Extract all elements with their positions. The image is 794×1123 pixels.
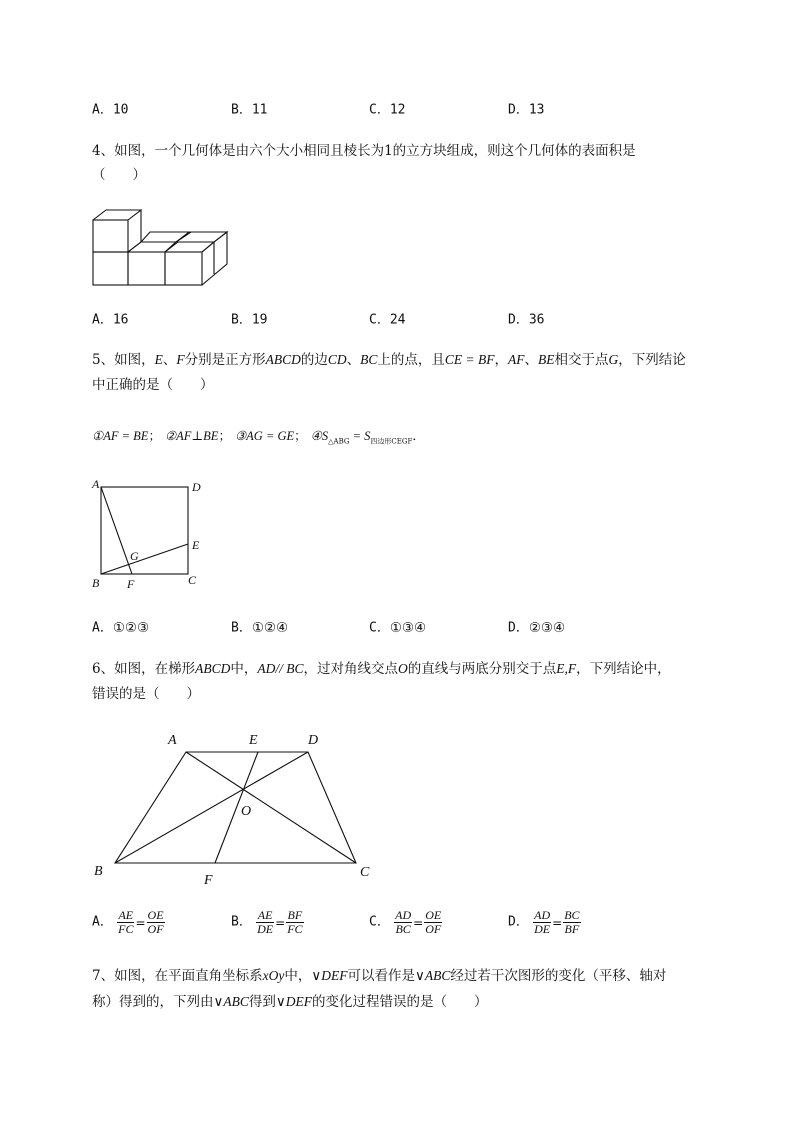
q6-label-f: F — [204, 873, 213, 888]
q4-cube-figure — [90, 208, 230, 290]
q4-bracket: （ ） — [92, 167, 146, 183]
q6-option-a: A． $\frac{AE}{FC}$ = $\frac{OE}{OF}$ — [92, 908, 164, 936]
q5-statements: ①AF = BE； ②AF⊥BE； ③AG = GE； $④S_{\triangle ABG} = S_{四边形CEGF}$． — [92, 428, 425, 446]
q5-option-d: D．②③④ — [508, 620, 566, 636]
q6-option-d: D． $\frac{AD}{DE}$ = $\frac{BC}{BF}$ — [508, 908, 580, 936]
q6-label-d: D — [308, 733, 319, 748]
q6-label-a: A — [168, 733, 177, 748]
q5-label-g: G — [130, 549, 139, 563]
q6-stem-line2: 错误的是（ ） — [92, 686, 200, 702]
q4-option-d: D．36 — [508, 312, 545, 328]
q6-trapezoid-figure — [88, 726, 388, 888]
q4-option-c: C．24 — [369, 312, 406, 328]
q6-label-b: B — [94, 864, 103, 879]
q5-stem-line1: 5、如图，E、F分别是正方形ABCD的边CD、BC上的点，且CE = BF，AF、BE相交于点G，下列结论 — [92, 352, 686, 368]
q4-option-a: A．16 — [92, 312, 129, 328]
q5-option-b: B．①②④ — [231, 620, 289, 636]
q6-stem-line1: 6、如图，在梯形ABCD中，AD// BC，过对角线交点O的直线与两底分别交于点E,F，下列结论中， — [92, 661, 671, 677]
q5-label-d: D — [192, 480, 201, 494]
q4-option-b: B．19 — [231, 312, 268, 328]
q5-square-figure — [88, 474, 213, 592]
q6-label-c: C — [360, 865, 370, 880]
q5-label-c: C — [188, 573, 197, 587]
q3-option-c: C．12 — [369, 102, 406, 118]
q6-label-e: E — [249, 733, 258, 748]
q5-option-a: A．①②③ — [92, 620, 150, 636]
q6-label-o: O — [241, 804, 252, 819]
q5-label-f: F — [127, 577, 135, 591]
q7-stem-line2: 称）得到的，下列由∨ABC得到∨DEF的变化过程错误的是（ ） — [92, 994, 488, 1010]
q3-option-b: B．11 — [231, 102, 268, 118]
q5-label-b: B — [92, 576, 100, 590]
q7-stem-line1: 7、如图，在平面直角坐标系xOy中，∨DEF可以看作是∨ABC经过若干次图形的变化（平移、轴对 — [92, 968, 667, 984]
q5-label-e: E — [192, 538, 200, 552]
q5-label-a: A — [92, 477, 100, 491]
q3-option-d: D．13 — [508, 102, 545, 118]
q3-option-a: A．10 — [92, 102, 129, 118]
q6-option-b: B． $\frac{AE}{DE}$ = $\frac{BF}{FC}$ — [231, 908, 303, 936]
q6-option-c: C． $\frac{AD}{BC}$ = $\frac{OE}{OF}$ — [369, 908, 442, 936]
q5-stem-line2: 中正确的是（ ） — [92, 377, 214, 393]
q5-option-c: C．①③④ — [369, 620, 427, 636]
q4-stem: 4、如图，一个几何体是由六个大小相同且棱长为1的立方块组成，则这个几何体的表面积是 — [92, 143, 636, 159]
